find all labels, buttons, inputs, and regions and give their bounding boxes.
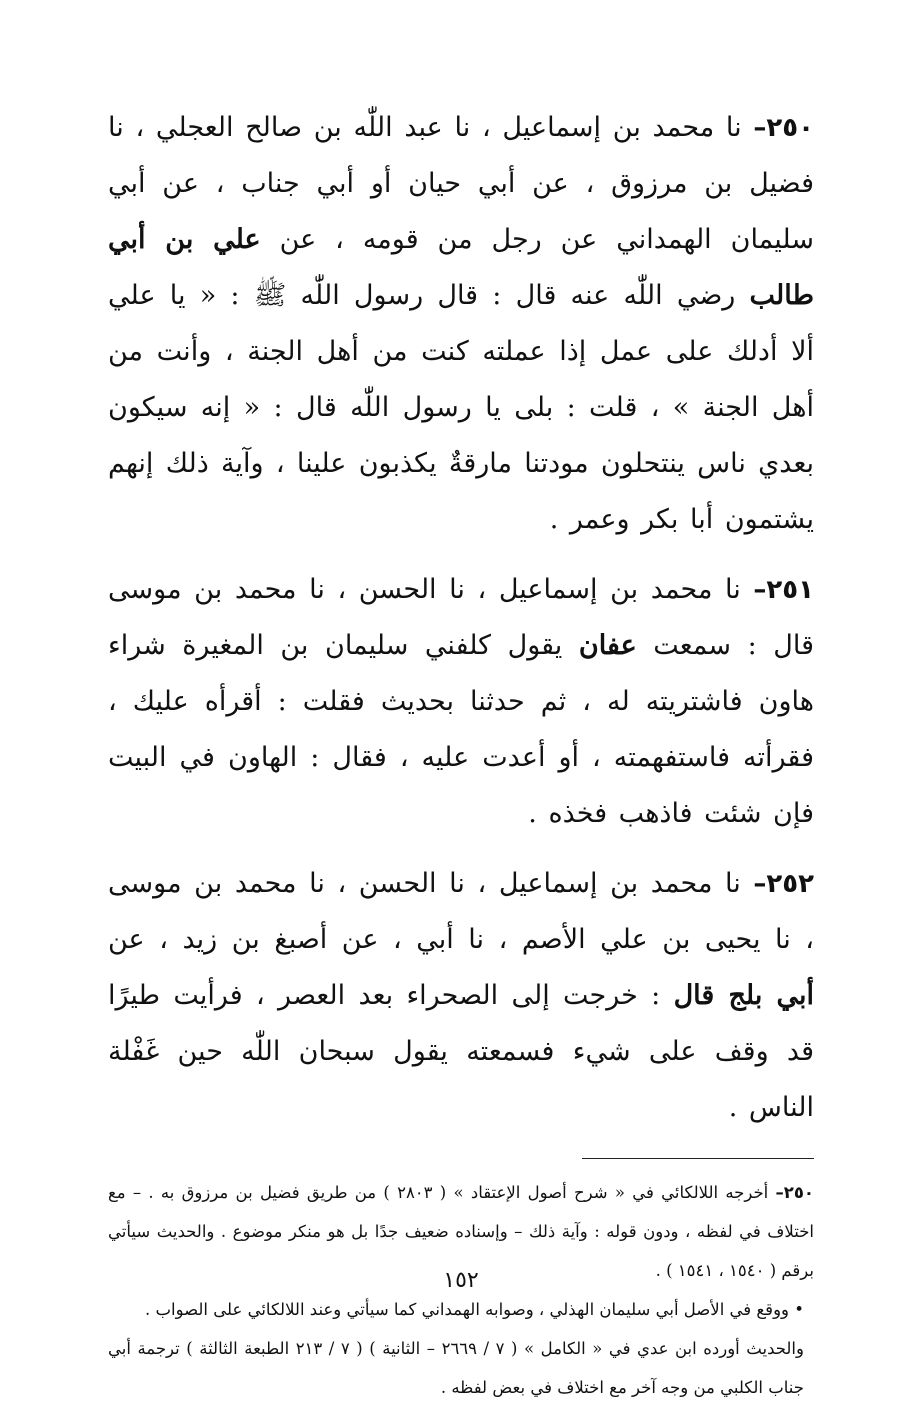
narrator-name: علي بن أبي طالب bbox=[108, 224, 814, 311]
hadith-text: نا محمد بن إسماعيل ، نا عبد اللّٰه بن صالح العجلي ، نا فضيل بن مرزوق ، عن أبي حيان أو أبي جناب ، عن أبي سليمان الهمداني عن رجل من قومه ، عن bbox=[108, 112, 814, 255]
hadith-number: ٢٥٢– bbox=[753, 869, 814, 899]
narrator-name: عفان bbox=[578, 630, 637, 661]
narrator-name: أبي بلج قال bbox=[673, 980, 814, 1011]
footnote-divider bbox=[582, 1158, 814, 1159]
footnote-note: والحديث أورده ابن عدي في « الكامل » ( ٧ / ٢٦٦٩ – الثانية ) ( ٧ / ٢١٣ الطبعة الثالثة ) ترجمة أبي جناب الكلبي من وجه آخر مع اختلاف في بعض لفظه . bbox=[108, 1339, 804, 1397]
footnote-text: أخرجه اللالكائي في « شرح أصول الإعتقاد » ( ٢٨٠٣ ) من طريق فضيل بن مرزوق به . – مع اختلاف في لفظه ، ودون قوله : وآية ذلك – وإسناده ضعيف جدًا بل هو منكر موضوع . والحديث سيأتي برقم ( ١٥٤٠ ، ١٥٤١ ) . bbox=[108, 1183, 814, 1280]
hadith-text: : خرجت إلى الصحراء بعد العصر ، فرأيت طيرًا قد وقف على شيء فسمعته يقول سبحان اللّٰه حين غَفْلة الناس . bbox=[108, 980, 814, 1123]
footnote-note: • ووقع في الأصل أبي سليمان الهذلي ، وصوابه الهمداني كما سيأتي وعند اللالكائي على الصواب . bbox=[144, 1300, 804, 1319]
hadith-number: ٢٥٠– bbox=[753, 113, 814, 143]
hadith-252 bbox=[108, 856, 814, 1136]
hadith-text: يقول كلفني سليمان بن المغيرة شراء هاون فاشتريته له ، ثم حدثنا بحديث فقلت : أقرأه عليك ، فقرأته فاستفهمته ، أو أعدت عليه ، فقال : الهاون في البيت فإن شئت فاذهب فخذه . bbox=[108, 630, 814, 829]
hadith-251 bbox=[108, 562, 814, 842]
hadith-number: ٢٥١– bbox=[753, 575, 814, 605]
footnote-number: ٢٥٠– bbox=[775, 1183, 814, 1202]
hadith-250 bbox=[108, 100, 814, 548]
page-number: ١٥٢ bbox=[443, 1268, 479, 1293]
hadith-text: نا محمد بن إسماعيل ، نا الحسن ، نا محمد بن موسى قال : سمعت bbox=[108, 574, 814, 661]
hadith-text: نا محمد بن إسماعيل ، نا الحسن ، نا محمد بن موسى ، نا يحيى بن علي الأصم ، نا أبي ، عن أصبغ بن زيد ، عن bbox=[108, 868, 814, 955]
hadith-text: رضي اللّٰه عنه قال : قال رسول اللّٰه ﷺ : « يا علي ألا أدلك على عمل إذا عملته كنت من أهل الجنة ، وأنت من أهل الجنة » ، قلت : بلى يا رسول اللّٰه قال : « إنه سيكون بعدي ناس ينتحلون مودتنا مارقةٌ يكذبون علينا ، وآية ذلك إنهم يشتمون أبا بكر وعمر . bbox=[108, 280, 814, 535]
